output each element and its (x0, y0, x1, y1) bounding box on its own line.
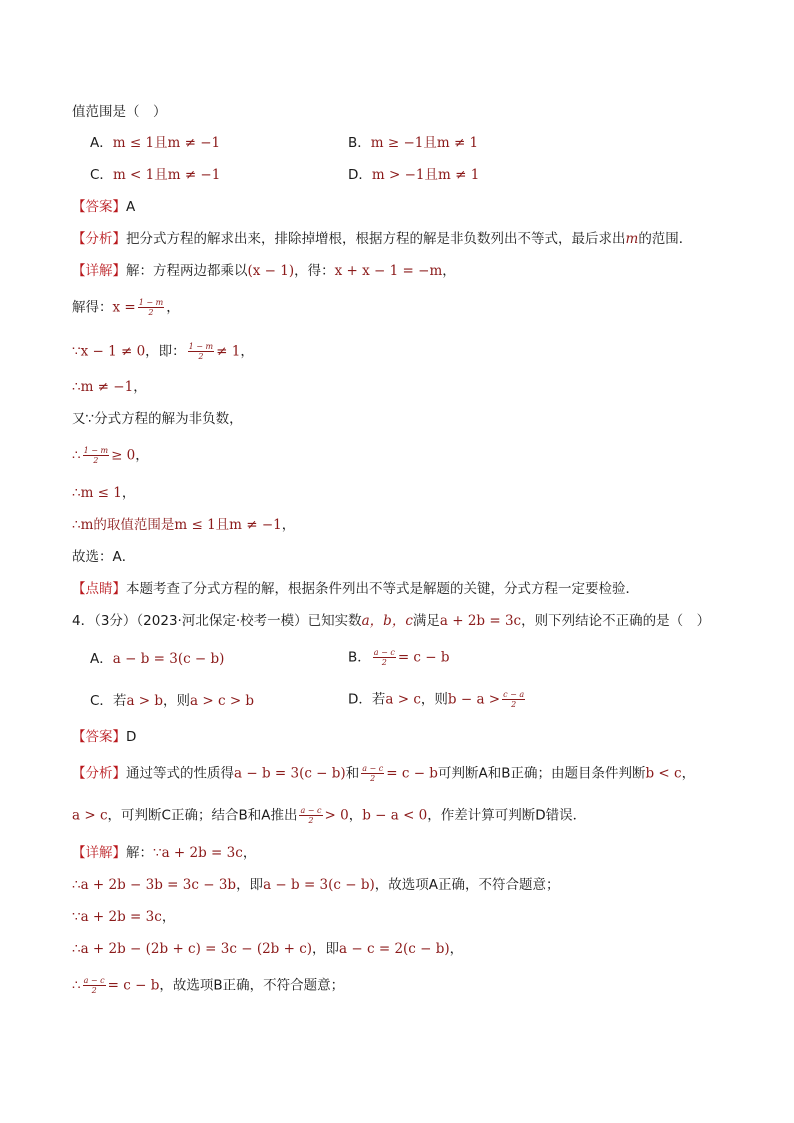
q4-option-a: A．a − b = 3(c − b) (90, 651, 225, 667)
q3-option-a: A．m ≤ 1且m ≠ −1 (90, 135, 221, 151)
q4-option-d: D．若a > c，则b − a > $\frac{c - a}{2}$ (348, 690, 525, 709)
q3-stem-tail: 值范围是（ ） (72, 104, 167, 120)
q4-detail-line1: 【详解】解：∵a + 2b = 3c， (72, 845, 257, 861)
q4-detail-line2: ∴a + 2b − 3b = 3c − 3b，即a − b = 3(c − b)，故选项A正确，不符合题意； (72, 877, 560, 893)
q3-result-1: ∴m ≠ −1， (72, 379, 147, 395)
q3-analysis: 【分析】把分式方程的解求出来，排除掉增根，根据方程的解是非负数列出不等式，最后求出m的范围． (72, 231, 693, 247)
q4-detail-line5: ∴ $\frac{a - c}{2}$ = c − b，故选项B正确，不符合题意； (72, 976, 345, 995)
q3-choose-line: 故选：A． (72, 549, 136, 565)
q4-answer: 【答案】D (72, 729, 137, 745)
q3-comment: 【点睛】本题考查了分式方程的解，根据条件列出不等式是解题的关键，分式方程一定要检验． (72, 581, 639, 597)
q3-answer: 【答案】A (72, 199, 136, 215)
q4-option-c: C．若a > b，则a > c > b (90, 693, 255, 709)
q4-stem: 4．（3分）（2023·河北保定·校考一模）已知实数a，b，c满足a + 2b = 3c，则下列结论不正确的是（ ） (72, 613, 711, 629)
q4-detail-line4: ∴a + 2b − (2b + c) = 3c − (2b + c)，即a − c = 2(c − b)， (72, 941, 464, 957)
q4-detail-line3: ∵a + 2b = 3c， (72, 909, 176, 925)
q3-again-line: 又∵分式方程的解为非负数， (72, 411, 243, 427)
q3-option-b: B．m ≥ −1且m ≠ 1 (348, 135, 479, 151)
q3-detail-line1: 【详解】解：方程两边都乘以(x − 1)，得：x + x − 1 = −m， (72, 263, 456, 279)
q3-condition-line: ∵x − 1 ≠ 0，即： $\frac{1 - m}{2}$ ≠ 1， (72, 342, 254, 361)
q3-option-d: D．m > −1且m ≠ 1 (348, 167, 480, 183)
q4-option-b: B． $\frac{a - c}{2}$ = c − b (348, 648, 450, 667)
q3-solve-line: 解得：x = $\frac{1 - m}{2}$ ， (72, 298, 180, 317)
q3-range-line: ∴m的取值范围是m ≤ 1且m ≠ −1， (72, 517, 296, 533)
q3-result-2: ∴m ≤ 1， (72, 485, 136, 501)
q4-analysis-line2: a > c，可判断C正确；结合B和A推出 $\frac{a - c}{2}$ > 0，b − a < 0，作差计算可判断D错误． (72, 806, 587, 825)
q3-inequality-line: ∴ $\frac{1 - m}{2}$ ≥ 0， (72, 446, 149, 465)
q3-option-c: C．m < 1且m ≠ −1 (90, 167, 221, 183)
q4-analysis-line1: 【分析】通过等式的性质得a − b = 3(c − b)和 $\frac{a - c}{2}$ = c − b可判断A和B正确；由题目条件判断b < c， (72, 764, 696, 783)
